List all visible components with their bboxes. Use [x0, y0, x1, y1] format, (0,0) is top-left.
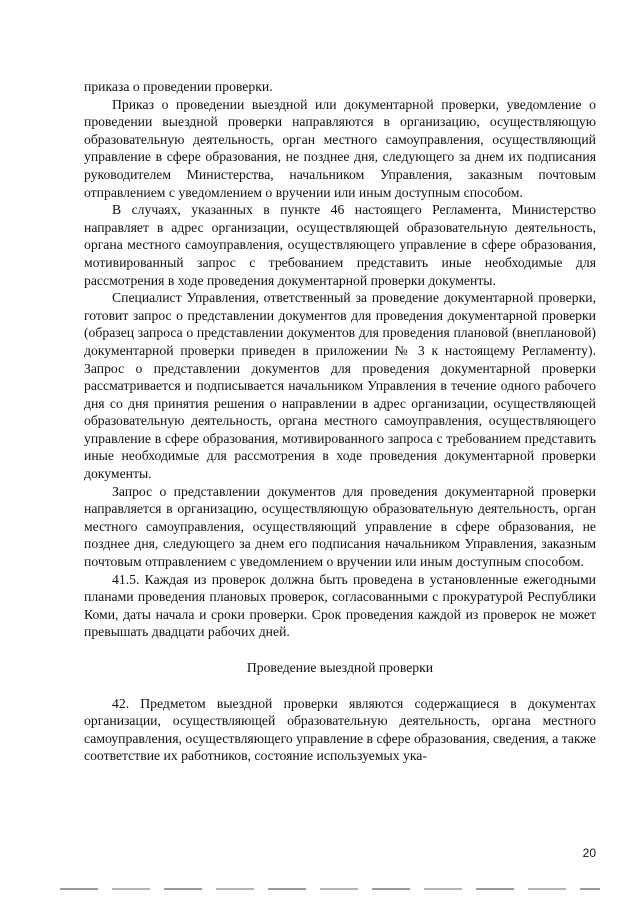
section-heading: Проведение выездной проверки: [246, 660, 434, 675]
paragraph: Приказ о проведении выездной или документарной проверки, уведомление о проведении выездной проверки направляются в организацию, осуществляющую образовательную деятельность, орган местного самоуправления, осуществляющий управление в сфере образования, не позднее дня, следующего за днем их подписания руководителем Министерства, начальником Управления, заказным почтовым отправлением с уведомлением о вручении или иным доступным способом.: [84, 96, 596, 200]
document-body: [84, 78, 596, 765]
paragraph: Запрос о представлении документов для проведения документарной проверки направляется в организацию, осуществляющую образовательную деятельность, орган местного самоуправления, осуществляющий управление в сфере образования, не позднее дня, следующего за днем его подписания начальником Управления, заказным почтовым отправлением с уведомлением о вручении или иным доступным способом.: [84, 483, 596, 570]
paragraph: 41.5. Каждая из проверок должна быть проведена в установленные ежегодными планами проведения плановых проверок, согласованными с прокуратурой Республики Коми, даты начала и сроки проверки. Срок проведения каждой из проверок не может превышать двадцати рабочих дней.: [84, 571, 596, 640]
scan-edge-artifact: [60, 888, 600, 890]
page-number: 20: [582, 846, 596, 860]
paragraph: В случаях, указанных в пункте 46 настоящего Регламента, Министерство направляет в адрес организации, осуществляющей образовательную деятельность, органа местного самоуправления, осуществляющего управление в сфере образования, мотивированный запрос с требованием представить иные необходимые для рассмотрения в ходе проведения документарной проверки документы.: [84, 202, 596, 288]
paragraph: Специалист Управления, ответственный за проведение документарной проверки, готовит запрос о представлении документов для проведения документарной проверки (образец запроса о представлении документов для проведения плановой (внеплановой) документарной проверки приведен в приложении № 3 к настоящему Регламенту). Запрос о представлении документов для проведения документарной проверки рассматривается и подписывается начальником Управления в течение одного рабочего дня со дня принятия решения о направлении в адрес организации, осуществляющей образовательную деятельность, органа местного самоуправления, осуществляющего управление в сфере образования, мотивированного запроса с требованием представить иные необходимые для рассмотрения в ходе проведения документарной проверки документы.: [84, 290, 596, 482]
paragraph: 42. Предметом выездной проверки являются содержащиеся в документах организации, осуществляющей образовательную деятельность, органа местного самоуправления, осуществляющего управление в сфере образования, сведения, а также соответствие их работников, состояние используемых ука-: [84, 695, 596, 764]
paragraphs-before: [84, 78, 596, 641]
paragraph: приказа о проведении проверки.: [84, 79, 273, 94]
paragraphs-after: [84, 695, 596, 765]
